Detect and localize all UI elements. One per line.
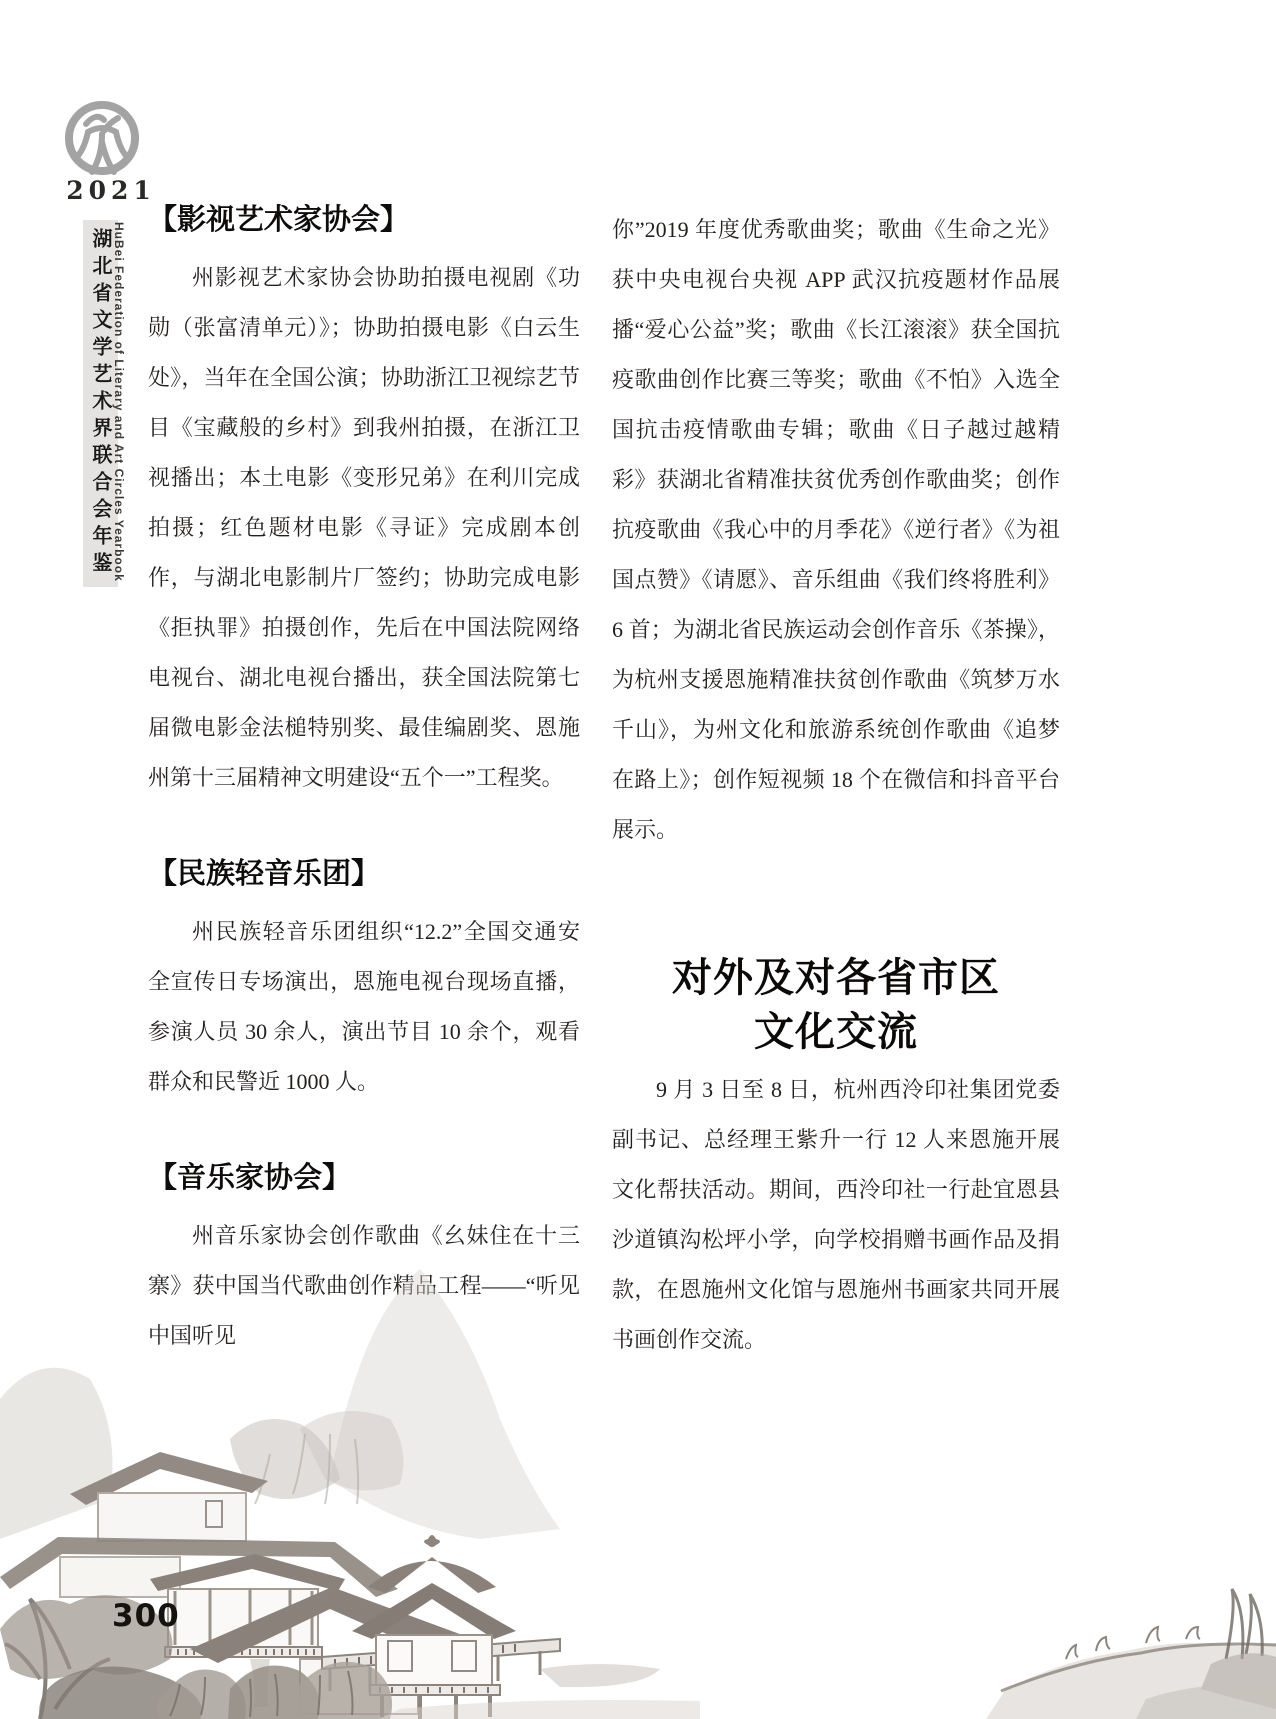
section-paragraph: 州影视艺术家协会协助拍摄电视剧《功勋（张富清单元）》；协助拍摄电影《白云生处》，当年在全国公演；协助浙江卫视综艺节目《宝藏般的乡村》到我州拍摄，在浙江卫视播出；本土电影《变形兄弟》在利川完成拍摄；红色题材电影《寻证》完成剧本创作，与湖北电影制片厂签约；协助完成电影《拒执罪》拍摄创作，先后在中国法院网络电视台、湖北电视台播出，获全国法院第七届微电影金法槌特别奖、最佳编剧奖、恩施州第十三届精神文明建设“五个一”工程奖。 — [148, 264, 580, 790]
section-film-tv-artists — [148, 205, 580, 803]
federation-logo-icon — [62, 98, 142, 178]
ink-painting — [0, 1239, 700, 1719]
section-paragraph: 州民族轻音乐团组织“12.2”全国交通安全宣传日专场演出，恩施电视台现场直播，参演人员 30 余人，演出节目 10 余个，观看群众和民警近 1000 人。 — [148, 918, 580, 1094]
chapter-paragraph: 9 月 3 日至 8 日，杭州西泠印社集团党委副书记、总经理王紫升一行 12 人来恩施开展文化帮扶活动。期间，西泠印社一行赴宜恩县沙道镇沟松坪小学，向学校捐赠书画作品及捐款，在恩施州文化馆与恩施州书画家共同开展书画创作交流。 — [612, 1077, 1060, 1352]
year-label: 2021 — [66, 176, 156, 205]
section-light-music-troupe — [148, 859, 580, 1107]
chapter-heading-line2: 文化交流 — [754, 1010, 918, 1054]
left-column — [148, 205, 580, 1417]
continuation-paragraph: 你”2019 年度优秀歌曲奖；歌曲《生命之光》获中央电视台央视 APP 武汉抗疫题材作品展播“爱心公益”奖；歌曲《长江滚滚》获全国抗疫歌曲创作比赛三等奖；歌曲《不怕》入选全国抗击疫情歌曲专辑；歌曲《日子越过越精彩》获湖北省精准扶贫优秀创作歌曲奖；创作抗疫歌曲《我心中的月季花》《逆行者》《为祖国点赞》《请愿》、音乐组曲《我们终将胜利》6 首；为湖北省民族运动会创作音乐《茶操》，为杭州支援恩施精准扶贫创作歌曲《筑梦万水千山》，为州文化和旅游系统创作歌曲《追梦在路上》；创作短视频 18 个在微信和抖音平台展示。 — [612, 217, 1060, 842]
section-paragraph: 州音乐家协会创作歌曲《幺妹住在十三寨》获中国当代歌曲创作精品工程——“听见中国听见 — [148, 1222, 580, 1348]
chapter-heading-line1: 对外及对各省市区 — [672, 956, 1000, 1000]
corner-ink-painting — [946, 1539, 1276, 1719]
section-heading: 【音乐家协会】 — [148, 1161, 352, 1194]
chapter-heading — [612, 951, 1060, 1059]
section-heading: 【影视艺术家协会】 — [148, 204, 410, 236]
sidebar-title-english: HuBei Federation of Literary and Art Circles Yearbook — [112, 222, 126, 582]
page-number: 300 — [112, 1598, 180, 1634]
section-heading: 【民族轻音乐团】 — [148, 857, 381, 890]
right-column — [612, 205, 1060, 1365]
sidebar-title-chinese: 湖北省文学艺术界联合会年鉴 — [83, 220, 118, 587]
